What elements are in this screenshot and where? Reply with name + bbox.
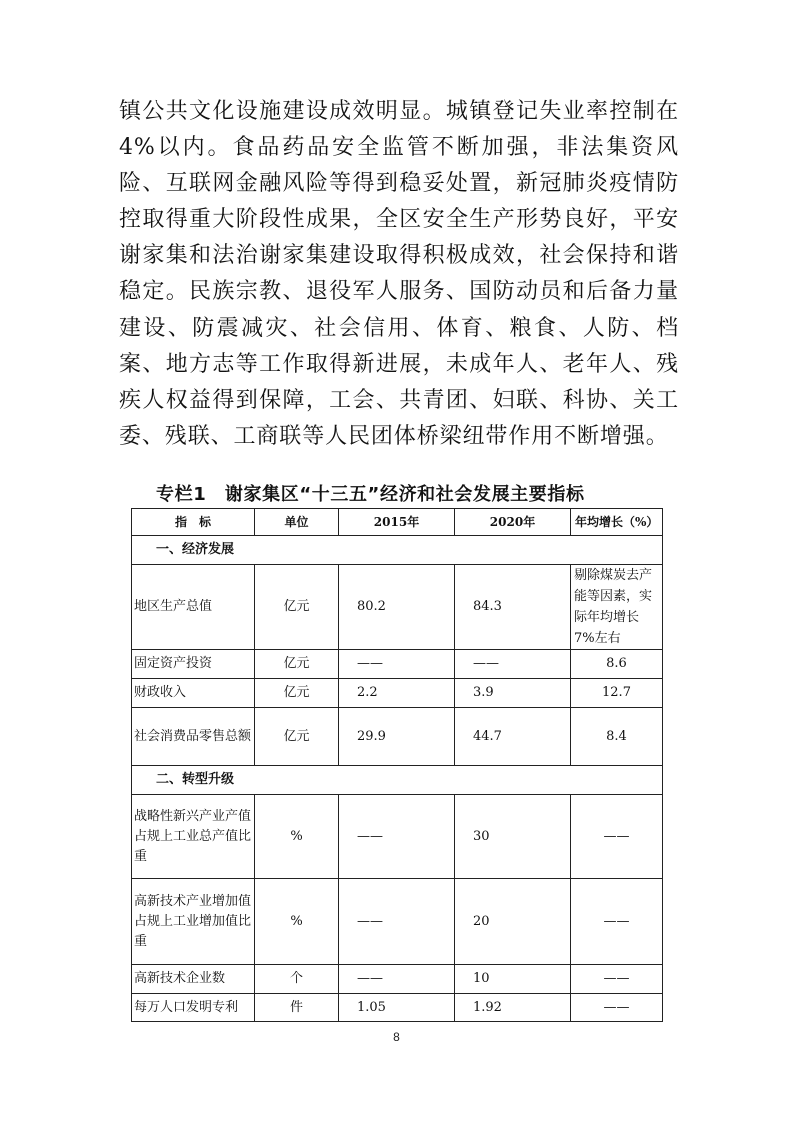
- growth-cell: ——: [571, 965, 663, 994]
- indicator-name: 固定资产投资: [132, 650, 255, 679]
- header-indicator: 指 标: [132, 509, 255, 536]
- value-2015-cell: ——: [339, 650, 455, 679]
- unit-cell: 亿元: [255, 708, 339, 766]
- indicator-name: 高新技术企业数: [132, 965, 255, 994]
- unit-cell: 亿元: [255, 565, 339, 650]
- table-row: [132, 795, 663, 879]
- section-row-economic-development: [132, 536, 663, 565]
- indicator-name: 每万人口发明专利: [132, 994, 255, 1022]
- value-2015-cell: ——: [339, 965, 455, 994]
- header-annual-growth: 年均增长（%）: [571, 509, 663, 536]
- section-title-economic-development: 一、经济发展: [132, 536, 663, 565]
- table-row: [132, 650, 663, 679]
- header-unit: 单位: [255, 509, 339, 536]
- indicator-name: 财政收入: [132, 679, 255, 708]
- unit-cell: 个: [255, 965, 339, 994]
- indicator-name: 社会消费品零售总额: [132, 708, 255, 766]
- growth-cell: 8.6: [571, 650, 663, 679]
- unit-cell: %: [255, 795, 339, 879]
- section-title-transformation-upgrade: 二、转型升级: [132, 766, 663, 795]
- table-row: [132, 965, 663, 994]
- table-header-row: [132, 509, 663, 536]
- economic-indicators-table: [131, 508, 663, 1022]
- body-paragraph: 镇公共文化设施建设成效明显。城镇登记失业率控制在 4%以内。食品药品安全监管不断加强，非法集资风险、互联网金融风险等得到稳妥处置，新冠肺炎疫情防控取得重大阶段性成果，全区安全生产形势良好，平安谢家集和法治谢家集建设取得积极成效，社会保持和谐稳定。民族宗教、退役军人服务、国防动员和后备力量建设、防震减灾、社会信用、体育、粮食、人防、档案、地方志等工作取得新进展，未成年人、老年人、残疾人权益得到保障，工会、共青团、妇联、科协、关工委、残联、工商联等人民团体桥梁纽带作用不断增强。: [119, 99, 679, 449]
- indicator-name: 地区生产总值: [132, 565, 255, 650]
- indicator-name: 高新技术产业增加值占规上工业增加值比重: [132, 879, 255, 965]
- value-2020-cell: 20: [455, 879, 571, 965]
- value-2015-cell: ——: [339, 879, 455, 965]
- section-row-transformation-upgrade: [132, 766, 663, 795]
- table-row: [132, 879, 663, 965]
- table-row: [132, 679, 663, 708]
- header-year-2015: 2015年: [339, 509, 455, 536]
- value-2015-cell: 2.2: [339, 679, 455, 708]
- growth-cell: 8.4: [571, 708, 663, 766]
- unit-cell: 亿元: [255, 650, 339, 679]
- value-2020-cell: 3.9: [455, 679, 571, 708]
- value-2020-cell: 1.92: [455, 994, 571, 1022]
- header-year-2020: 2020年: [455, 509, 571, 536]
- value-2020-cell: ——: [455, 650, 571, 679]
- value-2015-cell: 80.2: [339, 565, 455, 650]
- growth-cell: 12.7: [571, 679, 663, 708]
- growth-note-cell: 剔除煤炭去产能等因素，实际年均增长 7%左右: [571, 565, 663, 650]
- value-2020-cell: 84.3: [455, 565, 571, 650]
- table-row: [132, 708, 663, 766]
- unit-cell: 亿元: [255, 679, 339, 708]
- value-2020-cell: 10: [455, 965, 571, 994]
- table-row: [132, 565, 663, 650]
- value-2015-cell: 29.9: [339, 708, 455, 766]
- value-2020-cell: 30: [455, 795, 571, 879]
- page-number: 8: [393, 1030, 400, 1044]
- value-2015-cell: ——: [339, 795, 455, 879]
- growth-cell: ——: [571, 795, 663, 879]
- table-row: [132, 994, 663, 1022]
- value-2015-cell: 1.05: [339, 994, 455, 1022]
- unit-cell: 件: [255, 994, 339, 1022]
- indicator-name: 战略性新兴产业产值占规上工业总产值比重: [132, 795, 255, 879]
- value-2020-cell: 44.7: [455, 708, 571, 766]
- growth-cell: ——: [571, 879, 663, 965]
- growth-cell: ——: [571, 994, 663, 1022]
- table-title: 专栏1 谢家集区“十三五”经济和社会发展主要指标: [156, 484, 585, 505]
- unit-cell: %: [255, 879, 339, 965]
